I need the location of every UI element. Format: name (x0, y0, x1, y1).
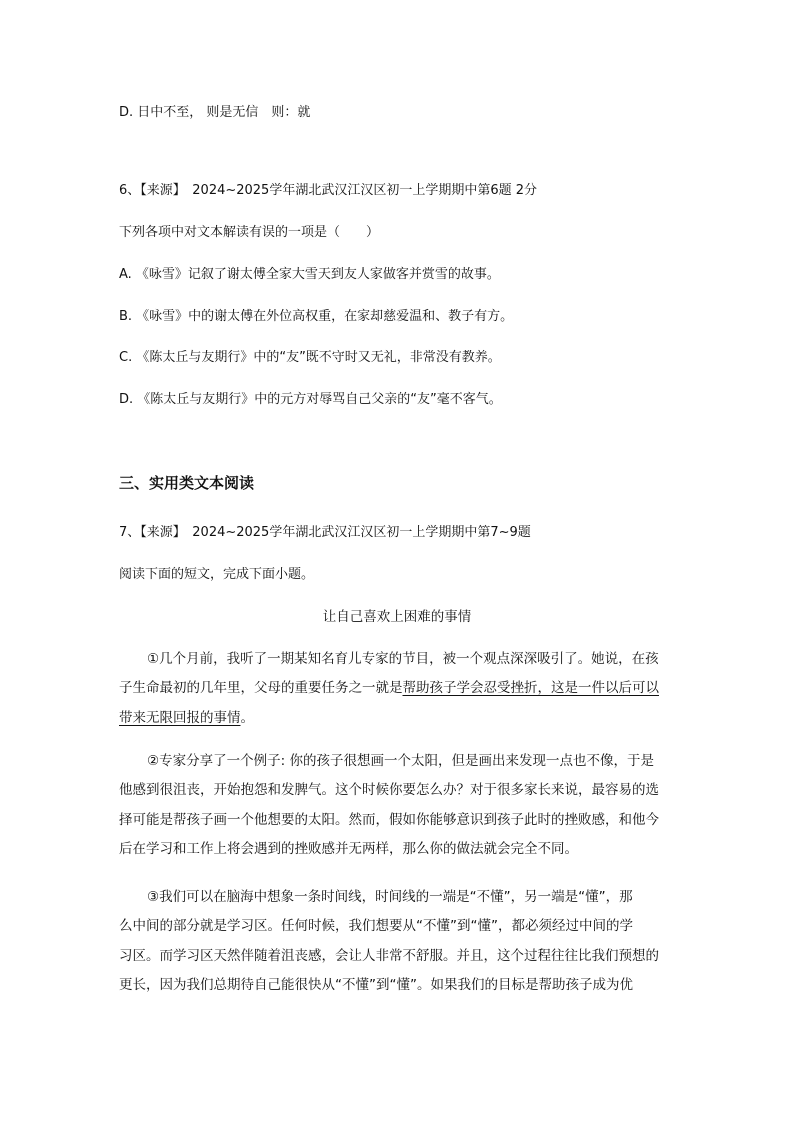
paragraph-line: 么中间的部分就是学习区。任何时候，我们想要从“不懂”到“懂”，都必须经过中间的学 (119, 918, 633, 935)
section-heading: 三、实用类文本阅读 (119, 474, 255, 492)
q6-option-d[interactable]: D. 《陈太丘与友期行》中的元方对辱骂自己父亲的“友”毫不客气。 (119, 392, 502, 407)
q6-stem: 下列各项中对文本解读有误的一项是（ ） (119, 225, 380, 240)
article-paragraph-3 (119, 883, 675, 1001)
article-paragraph-2 (119, 747, 675, 865)
paragraph-line (119, 674, 675, 703)
underlined-sentence: 带来无限回报的事情 (119, 709, 241, 726)
q6-option-c[interactable]: C. 《陈太丘与友期行》中的“友”既不守时又无礼，非常没有教养。 (119, 350, 501, 365)
paragraph-text: 子生命最初的几年里，父母的重要任务之一就是 (119, 680, 403, 697)
paragraph-line: 更长，因为我们总期待自己能很快从“不懂”到“懂”。如果我们的目标是帮助孩子成为优 (119, 977, 633, 994)
paragraph-line: 后在学习和工作上将会遇到的挫败感并无两样，那么你的做法就会完全不同。 (119, 841, 578, 858)
article-paragraph-1 (119, 645, 675, 733)
paragraph-line: 习区。而学习区天然伴随着沮丧感，会让人非常不舒服。并且，这个过程往往比我们预想的 (119, 947, 659, 964)
q5-option-d: D. 日中不至， 则是无信 则：就 (119, 105, 311, 120)
q6-option-b[interactable]: B. 《咏雪》中的谢太傅在外位高权重，在家却慈爱温和、教子有方。 (119, 309, 514, 324)
paragraph-line: ①几个月前，我听了一期某知名育儿专家的节目，被一个观点深深吸引了。她说，在孩 (147, 651, 659, 667)
paragraph-text: 。 (240, 709, 254, 726)
paragraph-line: 择可能是帮孩子画一个他想要的太阳。然而，假如你能够意识到孩子此时的挫败感，和他今 (119, 811, 659, 828)
underlined-sentence: 帮助孩子学会忍受挫折，这是一件以后可以 (402, 680, 659, 697)
paragraph-line (119, 704, 675, 733)
paragraph-line: ③我们可以在脑海中想象一条时间线，时间线的一端是“不懂”，另一端是“懂”，那 (147, 889, 633, 905)
q6-header: 6、【来源】 2024~2025学年湖北武汉江汉区初一上学期期中第6题 2分 (119, 183, 538, 198)
q6-option-a[interactable]: A. 《咏雪》记叙了谢太傅全家大雪天到友人家做客并赏雪的故事。 (119, 267, 500, 282)
paragraph-line: ②专家分享了一个例子: 你的孩子很想画一个太阳，但是画出来发现一点也不像，于是 (147, 753, 654, 769)
paragraph-line: 他感到很沮丧，开始抱怨和发脾气。这个时候你要怎么办？对于很多家长来说，最容易的选 (119, 782, 659, 799)
q7-instruction: 阅读下面的短文，完成下面小题。 (119, 567, 315, 582)
article-title: 让自己喜欢上困难的事情 (322, 609, 472, 625)
q7-header: 7、【来源】 2024~2025学年湖北武汉江汉区初一上学期期中第7~9题 (119, 525, 531, 540)
